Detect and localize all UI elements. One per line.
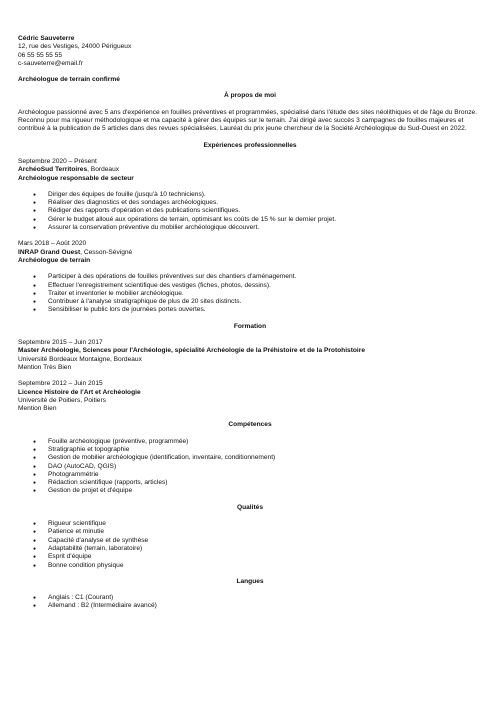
list-item: ● Rédaction scientifique (rapports, articles) [18,479,482,487]
education-mention: Mention Très Bien [18,363,72,371]
qualities-list [18,520,482,570]
list-item: ● Photogrammétrie [18,471,482,479]
list-item: ● Rigueur scientifique [18,520,482,528]
job-dates: Mars 2018 – Août 2020 [18,240,87,248]
email: c-sauveterre@email.fr [18,59,83,67]
job-location: , Cesson-Sévigné [80,248,133,256]
list-item: ● Esprit d'équipe [18,553,482,561]
list-item: ● Réaliser des diagnostics et des sondages archéologiques. [18,199,482,207]
education-dates: Septembre 2015 – Juin 2017 [18,339,103,347]
job-task-list [18,191,482,232]
list-item: ● Rédiger des rapports d'opération et des publications scientifiques. [18,207,482,215]
phone: 06 55 55 55 55 [18,51,62,59]
list-item: ● Diriger des équipes de fouille (jusqu'à 10 techniciens). [18,191,482,199]
list-item: ● DAO (AutoCAD, QGIS) [18,463,482,471]
list-item: ● Effectuer l'enregistrement scientifique des vestiges (fiches, photos, dessins). [18,282,482,290]
list-item: ● Gestion de projet et d'équipe [18,487,482,495]
job-entry [18,158,482,232]
languages-title: Langues [236,577,264,585]
list-item: ● Stratigraphie et topographie [18,446,482,454]
experience-title: Expériences professionnelles [203,141,297,149]
list-item: ● Adaptabilité (terrain, laboratoire) [18,545,482,553]
contact-block [18,35,482,68]
list-item: ● Sensibiliser le public lors de journées portes ouvertes. [18,306,482,314]
education-title: Formation [233,322,267,330]
education-entry [18,380,482,413]
education-dates: Septembre 2012 – Juin 2015 [18,380,103,388]
education-school: Université Bordeaux Montaigne, Bordeaux [18,355,142,363]
job-company-line [18,166,482,174]
list-item: ● Gérer le budget alloué aux opérations de terrain, optimisant les coûts de 15 % sur le dernier projet. [18,216,482,224]
skills-title: Compétences [228,421,272,429]
job-role: Archéologue de terrain [18,256,91,264]
education-degree: Master Archéologie, Sciences pour l'Archéologie, spécialité Archéologie de la Préhistoire et de la Protohistoire [18,347,365,355]
job-company: INRAP Grand Ouest [18,248,81,256]
job-location: , Bordeaux [87,166,120,174]
list-item: ● Assurer la conservation préventive du mobilier archéologique découvert. [18,224,482,232]
list-item: ● Participer à des opérations de fouilles préventives sur des chantiers d'aménagement. [18,273,482,281]
job-dates: Septembre 2020 – Présent [18,157,97,165]
candidate-name: Cédric Sauveterre [18,35,75,42]
about-title: À propos de moi [223,92,277,100]
address: 12, rue des Vestiges, 24000 Périgueux [18,43,132,51]
languages-list [18,594,482,611]
education-school: Université de Poitiers, Poitiers [18,396,106,404]
qualities-title: Qualités [236,503,264,511]
education-mention: Mention Bien [18,405,57,413]
education-entry [18,339,482,372]
job-company-line [18,249,482,257]
list-item: ● Capacité d'analyse et de synthèse [18,537,482,545]
job-entry [18,240,482,314]
list-item: ● Fouille archéologique (préventive, programmée) [18,438,482,446]
list-item: ● Patience et minutie [18,528,482,536]
list-item: ● Allemand : B2 (Intermédiaire avancé) [18,602,482,610]
job-company: ArchéoSud Territoires [18,166,88,174]
education-degree: Licence Histoire de l'Art et Archéologie [18,388,141,396]
job-role: Archéologue responsable de secteur [18,174,134,182]
job-title: Archéologue de terrain confirmé [18,76,120,84]
resume-page [18,35,482,611]
list-item: ● Anglais : C1 (Courant) [18,594,482,602]
list-item: ● Traiter et inventorier le mobilier archéologique. [18,290,482,298]
skills-list [18,438,482,496]
list-item: ● Contribuer à l'analyse stratigraphique de plus de 20 sites distincts. [18,298,482,306]
job-task-list [18,273,482,314]
list-item: ● Gestion de mobilier archéologique (identification, inventaire, conditionnement) [18,454,482,462]
about-text: Archéologue passionné avec 5 ans d'expérience en fouilles préventives et programmées, spécialisé dans l'étude des sites néolithiques et de l'âge du Bronze. Reconnu pour ma rigueur méthodologique et ma capacité à gérer des équipes sur le terrain. J'ai dirigé avec succès 3 campagnes de fouilles majeures et contribué à la publication de 5 articles dans des revues spécialisées. Lauréat du prix jeune chercheur de la Société Archéologique du Sud-Ouest en 2022. [18,108,478,133]
list-item: ● Bonne condition physique [18,562,482,570]
